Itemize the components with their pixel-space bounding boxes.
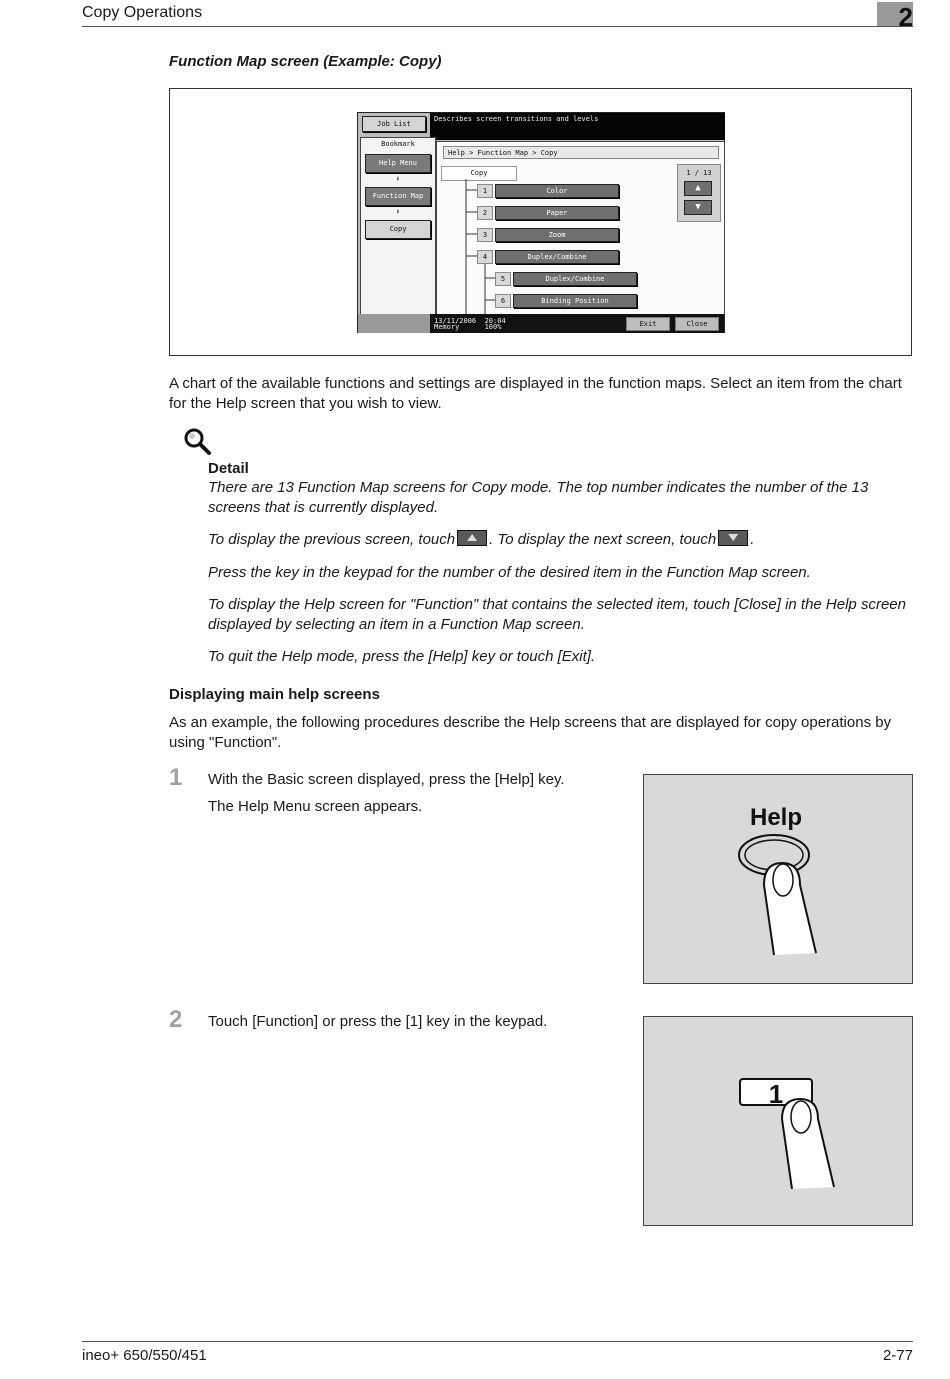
up-key-icon <box>457 530 487 546</box>
tree-root: Copy <box>441 166 517 181</box>
breadcrumb: Help > Function Map > Copy <box>443 146 719 159</box>
help-menu-button[interactable]: Help Menu <box>365 154 431 173</box>
prev-screen-button[interactable] <box>684 181 712 196</box>
page-indicator: 1 / 13 <box>686 169 712 177</box>
keypad-key-label: 1 <box>768 1079 784 1109</box>
detail-paragraph: To quit the Help mode, press the [Help] key or touch [Exit]. <box>208 648 596 665</box>
down-arrow-icon: ▼ <box>695 202 701 212</box>
status-time: 20:04 <box>484 317 506 325</box>
header-rule <box>82 26 913 27</box>
item-number: 5 <box>495 272 511 286</box>
running-header: Copy Operations <box>82 4 203 21</box>
up-arrow-icon: ▲ <box>695 183 701 193</box>
function-map-button[interactable]: Function Map <box>365 187 431 206</box>
map-item-duplex-combine-sub[interactable]: Duplex/Combine <box>513 272 637 286</box>
next-screen-button[interactable] <box>684 200 712 215</box>
step-text: Touch [Function] or press the [1] key in the keypad. <box>208 1013 548 1030</box>
panel-nav-column <box>360 137 436 315</box>
footer-model: ineo+ 650/550/451 <box>82 1347 207 1364</box>
panel-status-bar <box>358 314 724 333</box>
status-pct: 100% <box>484 323 502 331</box>
page-navigator <box>677 164 721 222</box>
help-key-illustration <box>643 774 913 984</box>
map-item-paper[interactable]: Paper <box>495 206 619 220</box>
detail-paragraph: There are 13 Function Map screens for Copy mode. The top number indicates the number of the 13 screens that is currently displayed. <box>208 479 869 516</box>
map-item-color[interactable]: Color <box>495 184 619 198</box>
status-readout <box>434 318 506 330</box>
keypad-key-illustration <box>643 1016 913 1226</box>
status-date: 13/11/2006 <box>434 317 477 325</box>
item-number: 6 <box>495 294 511 308</box>
map-item-zoom[interactable]: Zoom <box>495 228 619 242</box>
down-arrow-icon: ⬇ <box>395 208 401 216</box>
magnifier-icon <box>182 426 212 456</box>
detail-paragraph: To display the previous screen, touch . To display the next screen, touch . <box>208 531 755 548</box>
detail-heading: Detail <box>208 460 249 477</box>
chapter-number: 2 <box>898 2 913 32</box>
step-number: 2 <box>169 1006 183 1033</box>
detail-paragraph: Press the key in the keypad for the number of the desired item in the Function Map screen. <box>208 564 811 581</box>
intro-paragraph: A chart of the available functions and settings are displayed in the function maps. Select an item from the chart for the Help screen that you wish to view. <box>169 375 902 412</box>
down-key-icon <box>718 530 748 546</box>
footer-rule <box>82 1341 913 1342</box>
item-number: 1 <box>477 184 493 198</box>
map-item-duplex-combine[interactable]: Duplex/Combine <box>495 250 619 264</box>
job-list-button[interactable]: Job List <box>362 116 426 132</box>
map-item-binding-position[interactable]: Binding Position <box>513 294 637 308</box>
item-number: 4 <box>477 250 493 264</box>
item-number: 2 <box>477 206 493 220</box>
figure-caption: Function Map screen (Example: Copy) <box>169 53 442 70</box>
item-number: 3 <box>477 228 493 242</box>
down-arrow-icon: ⬇ <box>395 175 401 183</box>
step-text: With the Basic screen displayed, press the [Help] key. <box>208 771 565 788</box>
bookmark-label: Bookmark <box>381 140 415 148</box>
step-number: 1 <box>169 764 183 791</box>
detail-paragraph: To display the Help screen for "Function" that contains the selected item, touch [Close] in the Help screen displayed by selecting an item in a Function Map screen. <box>208 596 906 633</box>
section-body: As an example, the following procedures describe the Help screens that are displayed for copy operations by using "Function". <box>169 714 892 751</box>
close-button[interactable]: Close <box>675 317 719 331</box>
function-map-screen <box>357 112 725 333</box>
panel-message-bar: Describes screen transitions and levels <box>430 113 725 140</box>
copy-button[interactable]: Copy <box>365 220 431 239</box>
help-key-label: Help <box>749 804 803 831</box>
step-result: The Help Menu screen appears. <box>208 798 423 815</box>
page-number: 2-77 <box>882 1347 913 1364</box>
status-memory: Memory <box>434 323 460 331</box>
section-heading: Displaying main help screens <box>169 686 380 703</box>
function-map-area <box>436 141 725 315</box>
exit-button[interactable]: Exit <box>626 317 670 331</box>
